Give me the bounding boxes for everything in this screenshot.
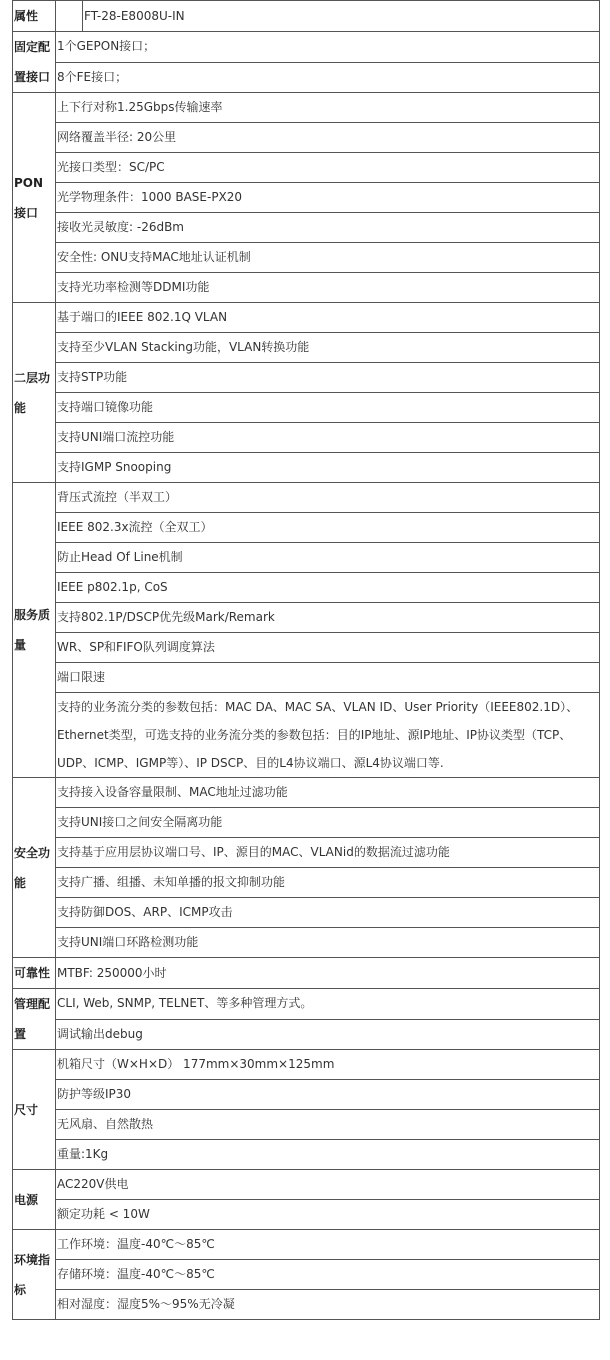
spec-value: 支持防御DOS、ARP、ICMP攻击	[56, 898, 600, 928]
spec-value: 额定功耗 < 10W	[56, 1200, 600, 1230]
table-row	[13, 1140, 600, 1170]
table-row	[13, 32, 600, 63]
spec-value: 支持端口镜像功能	[56, 393, 600, 423]
spec-key: PON接口	[13, 93, 56, 303]
table-row	[13, 1019, 600, 1050]
table-row	[13, 808, 600, 838]
spec-value: WR、SP和FIFO队列调度算法	[56, 633, 600, 663]
spec-value: 安全性: ONU支持MAC地址认证机制	[56, 243, 600, 273]
table-row	[13, 778, 600, 808]
spec-key: 电源	[13, 1170, 56, 1230]
spec-value: 无风扇、自然散热	[56, 1110, 600, 1140]
spec-value: 支持STP功能	[56, 363, 600, 393]
table-row	[13, 213, 600, 243]
table-row	[13, 603, 600, 633]
spec-value: CLI, Web, SNMP, TELNET、等多种管理方式。	[56, 989, 600, 1020]
spec-key: 可靠性	[13, 958, 56, 989]
spec-value: 防护等级IP30	[56, 1080, 600, 1110]
spec-value: 背压式流控（半双工）	[56, 483, 600, 513]
table-row	[13, 183, 600, 213]
spec-key: 尺寸	[13, 1050, 56, 1170]
long-text: 支持的业务流分类的参数包括：MAC DA、MAC SA、VLAN ID、User Priority（IEEE802.1D）、Ethernet类型，可选支持的业务流分类的参数包括：目的IP地址、源IP地址、IP协议类型（TCP、UDP、ICMP、IGMP等）、IP DSCP、目的L4协议端口、源L4协议端口等.	[57, 700, 579, 770]
spec-value: 工作环境：温度-40℃～85℃	[56, 1230, 600, 1260]
table-row	[13, 868, 600, 898]
spec-value: 上下行对称1.25Gbps传输速率	[56, 93, 600, 123]
table-row	[13, 1200, 600, 1230]
spec-value: 1个GEPON接口；	[56, 32, 600, 63]
spec-value: 支持IGMP Snooping	[56, 453, 600, 483]
spec-value: 光接口类型：SC/PC	[56, 153, 600, 183]
spec-value: AC220V供电	[56, 1170, 600, 1200]
table-row	[13, 838, 600, 868]
table-row	[13, 1050, 600, 1080]
table-row	[13, 1170, 600, 1200]
spec-value: 支持光功率检测等DDMI功能	[56, 273, 600, 303]
table-row	[13, 62, 600, 93]
spec-value: 机箱尺寸（W×H×D） 177mm×30mm×125mm	[56, 1050, 600, 1080]
spec-value: 防止Head Of Line机制	[56, 543, 600, 573]
spec-value: MTBF: 250000小时	[56, 958, 600, 989]
spec-value: 网络覆盖半径: 20公里	[56, 123, 600, 153]
spec-value: 基于端口的IEEE 802.1Q VLAN	[56, 303, 600, 333]
spec-table	[12, 0, 600, 1320]
table-row	[13, 273, 600, 303]
table-row	[13, 898, 600, 928]
table-row	[13, 453, 600, 483]
spec-value: 存储环境：温度-40℃～85℃	[56, 1260, 600, 1290]
spec-value-long	[56, 693, 600, 778]
spec-value: 端口限速	[56, 663, 600, 693]
table-row	[13, 1230, 600, 1260]
table-row	[13, 1080, 600, 1110]
spec-value: FT-28-E8008U-IN	[83, 1, 600, 32]
empty-cell	[56, 1, 83, 32]
spec-key: 属性	[13, 1, 56, 32]
spec-value: 支持接入设备容量限制、MAC地址过滤功能	[56, 778, 600, 808]
table-row	[13, 483, 600, 513]
table-row	[13, 123, 600, 153]
table-row	[13, 93, 600, 123]
table-row	[13, 1, 600, 32]
table-row	[13, 633, 600, 663]
spec-value: 光学物理条件：1000 BASE-PX20	[56, 183, 600, 213]
spec-value: 支持基于应用层协议端口号、IP、源目的MAC、VLANid的数据流过滤功能	[56, 838, 600, 868]
spec-value: 重量:1Kg	[56, 1140, 600, 1170]
table-row	[13, 303, 600, 333]
table-row	[13, 393, 600, 423]
table-row	[13, 663, 600, 693]
spec-value: 调试输出debug	[56, 1019, 600, 1050]
table-row	[13, 243, 600, 273]
table-row	[13, 958, 600, 989]
spec-value: 接收光灵敏度: -26dBm	[56, 213, 600, 243]
spec-key: 二层功能	[13, 303, 56, 483]
spec-value: IEEE 802.3x流控（全双工）	[56, 513, 600, 543]
spec-value: 支持UNI端口流控功能	[56, 423, 600, 453]
spec-value: 相对湿度：湿度5%～95%无冷凝	[56, 1290, 600, 1320]
table-row	[13, 543, 600, 573]
table-row	[13, 363, 600, 393]
spec-value: 支持UNI接口之间安全隔离功能	[56, 808, 600, 838]
spec-value: 支持UNI端口环路检测功能	[56, 928, 600, 958]
table-row	[13, 928, 600, 958]
spec-value: IEEE p802.1p, CoS	[56, 573, 600, 603]
spec-value: 支持802.1P/DSCP优先级Mark/Remark	[56, 603, 600, 633]
spec-key: 环境指标	[13, 1230, 56, 1320]
spec-value: 8个FE接口；	[56, 62, 600, 93]
table-row	[13, 333, 600, 363]
spec-key: 管理配置	[13, 989, 56, 1050]
table-row	[13, 1290, 600, 1320]
spec-key: 服务质量	[13, 483, 56, 778]
table-row	[13, 693, 600, 778]
spec-key: 固定配置接口	[13, 32, 56, 93]
spec-value: 支持广播、组播、未知单播的报文抑制功能	[56, 868, 600, 898]
spec-value: 支持至少VLAN Stacking功能，VLAN转换功能	[56, 333, 600, 363]
table-row	[13, 1260, 600, 1290]
table-row	[13, 573, 600, 603]
table-row	[13, 423, 600, 453]
table-row	[13, 513, 600, 543]
spec-key: 安全功能	[13, 778, 56, 958]
table-row	[13, 1110, 600, 1140]
table-row	[13, 989, 600, 1020]
table-row	[13, 153, 600, 183]
